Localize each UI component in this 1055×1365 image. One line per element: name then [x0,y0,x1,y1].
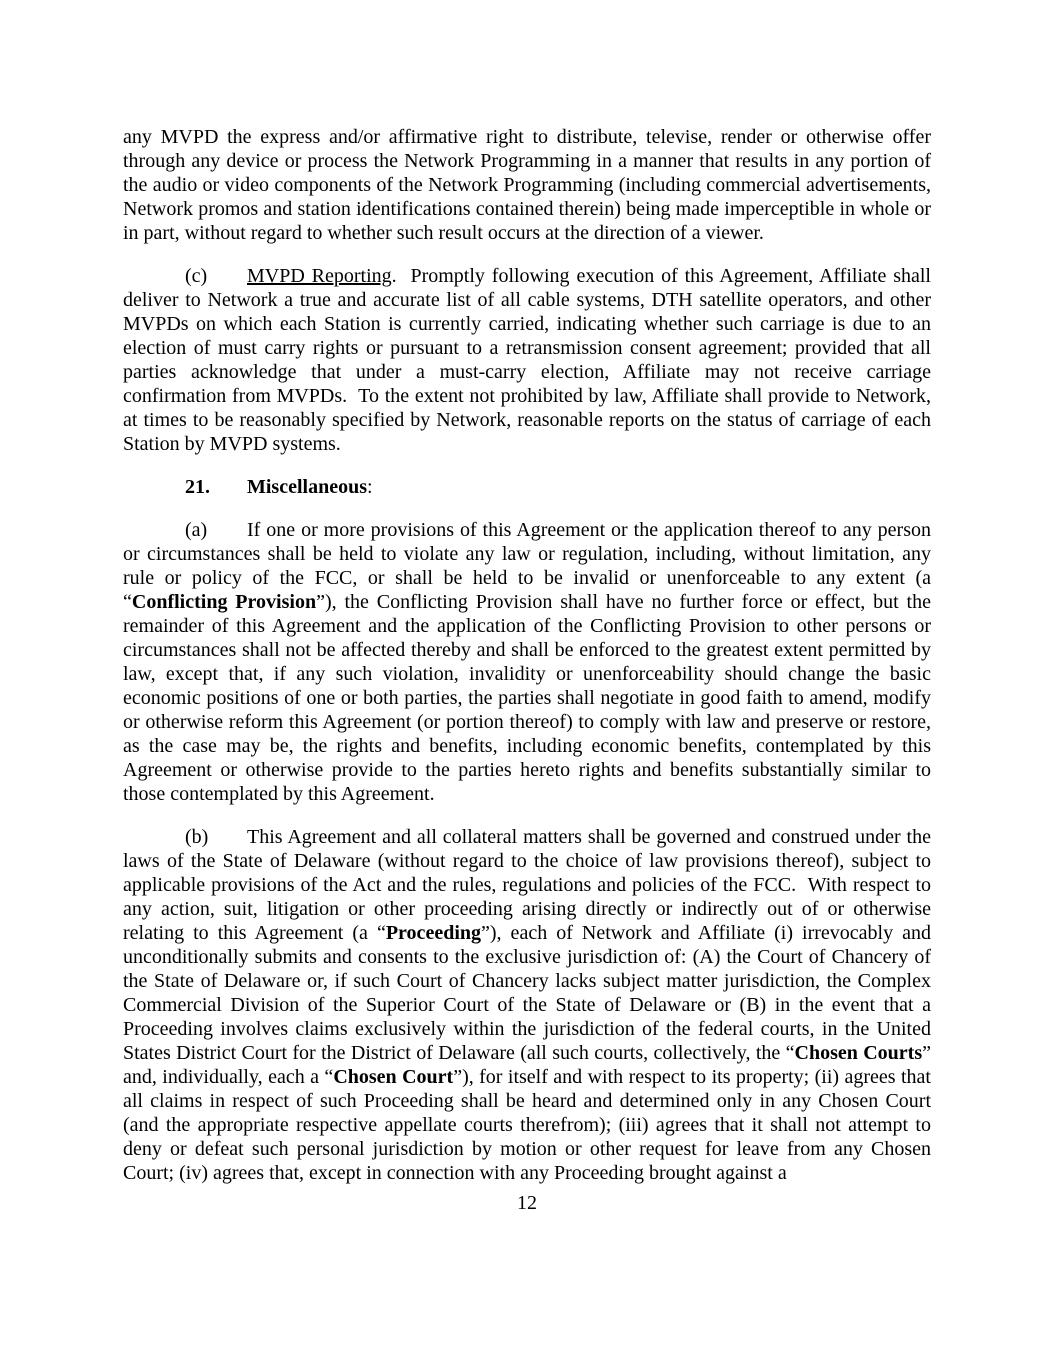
paragraph-b-governing-law [123,825,936,1185]
text-run: This Agreement and all collateral matters shall be governed and construed under the laws of the State of Delaware (without regard to the choice of law provisions thereof), subject to applicable provisions of the Act and the rules, regulations and policies of the FCC. With respect to any action, suit, litigation or other proceeding arising directly or indirectly out of or otherwise relating to this Agreement (a “ [123,826,936,944]
paragraph-a-severability [123,518,936,806]
text-run: MVPD Reporting [247,265,392,287]
page-number: 12 [517,1192,537,1214]
list-label: (c) [185,265,208,287]
text-run: Conflicting Provision [131,591,317,613]
text-run: . Promptly following execution of this Agreement, Affiliate shall deliver to Network a true and accurate list of all cable systems, DTH satellite operators, and other MVPDs on which each Station is currently carried, indicating whether such carriage is due to an election of must carry rights or pursuant to a retransmission consent agreement; provided that all parties acknowledge that under a must-carry election, Affiliate may not receive carriage confirmation from MVPDs. To the extent not prohibited by law, Affiliate shall provide to Network, at times to be reasonably specified by Network, reasonable reports on the status of carriage of each Station by MVPD systems. [123,265,936,455]
text-run: Proceeding [385,922,481,944]
text-run: ”), the Conflicting Provision shall have no further force or effect, but the remainder of this Agreement and the application of the Conflicting Provision to other persons or circumstances shall not be affected thereby and shall be enforced to the greatest extent permitted by law, except that, if any such violation, invalidity or unenforceability should change the basic economic positions of one or both parties, the parties shall negotiate in good faith to amend, modify or otherwise reform this Agreement (or portion thereof) to comply with law and preserve or restore, as the case may be, the rights and benefits, including economic benefits, contemplated by this Agreement or otherwise provide to the parties hereto rights and benefits substantially similar to those contemplated by this Agreement. [123,591,936,805]
text-run: Miscellaneous [247,476,367,498]
list-label: (b) [185,826,209,848]
paragraph-continuation [123,125,936,245]
text-run: If one or more provisions of this Agreement or the application thereof to any person or circumstances shall be held to violate any law or regulation, including, without limitation, any rule or policy of the FCC, or shall be held to be invalid or unenforceable to any extent (a “ [123,519,936,613]
paragraph-c-mvpd-reporting [123,264,936,456]
text-run: any MVPD the express and/or affirmative right to distribute, televise, render or otherwise offer through any device or process the Network Programming in a manner that results in any portion of the audio or video components of the Network Programming (including commercial advertisements, Network promos and station identifications contained therein) being made imperceptible in whole or in part, without regard to whether such result occurs at the direction of a viewer. [123,126,936,244]
document-body [123,125,936,1215]
text-run: Chosen Court [333,1066,454,1088]
text-run: Chosen Courts [794,1042,923,1064]
text-run: : [367,476,373,498]
list-label: 21. [185,476,210,498]
heading-21-miscellaneous [123,475,931,499]
list-label: (a) [185,519,208,541]
text-run: ”), for itself and with respect to its property; (ii) agrees that all claims in respect of such Proceeding shall be heard and determined only in any Chosen Court (and the appropriate respective appellate courts therefrom); (iii) agrees that it shall not attempt to deny or defeat such personal jurisdiction by motion or other request for leave from any Chosen Court; (iv) agrees that, except in connection with any Proceeding brought against a [123,1066,936,1184]
paragraph-container [123,125,936,1185]
text-run: ” and, individually, each a “ [123,1042,936,1088]
text-run: ”), each of Network and Affiliate (i) irrevocably and unconditionally submits and consents to the exclusive jurisdiction of: (A) the Court of Chancery of the State of Delaware or, if such Court of Chancery lacks subject matter jurisdiction, the Complex Commercial Division of the Superior Court of the State of Delaware or (B) in the event that a Proceeding involves claims exclusively within the jurisdiction of the federal courts, in the United States District Court for the District of Delaware (all such courts, collectively, the “ [123,922,936,1064]
